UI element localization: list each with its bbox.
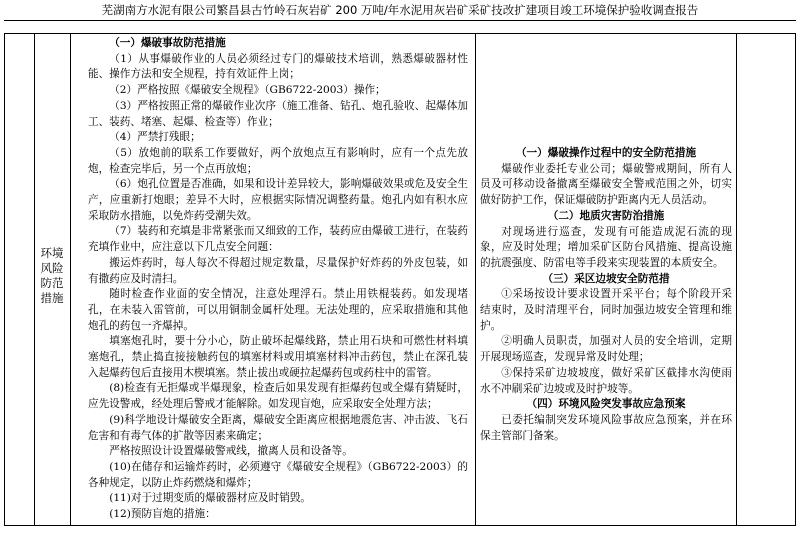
implemented-measures-text [480,146,732,444]
paragraph: 严格按照设计设置爆破警戒线，撤离人员和设备等。 [109,445,353,458]
paragraph: ①采场按设计要求设置开采平台；每个阶段开采结束时，及时清理平台，同时加强边坡安全管理和维护。 [480,288,732,332]
paragraph: (8)检查有无拒爆或半爆现象，检查后如果发现有拒爆药包或全爆有猜疑时，应先设警戒，经处理后警戒才能解除。如发现盲炮，应采取安全处理方法； [88,382,468,411]
paragraph: 对现场进行巡查，发现有可能造成泥石流的现象，应及时处理；增加采矿区防台风措施、提高设施的抗震强度、防雷电等手段来实现装置的本质安全。 [480,225,732,269]
paragraph: 爆破作业委托专业公司；爆破警戒期间，所有人员及可移动设备撤离至爆破安全警戒范围之外，切实做好防护工作，保证爆破防护距离内无人员活动。 [480,162,732,207]
paragraph: 填塞炮孔时，要十分小心，防止破坏起爆线路，禁止用石块和可燃性材料填塞炮孔，禁止捣直接接触药包的填塞材料或用填塞材料冲击药包，禁止在深孔装入起爆药包后直接用木楔填塞。禁止拔出或硬拉起爆药包或药柱中的雷管。 [88,335,468,379]
paragraph: ③保持采矿边坡坡度，做好采矿区截排水沟使雨水不冲刷采矿边坡或及时护坡等。 [480,366,732,395]
paragraph: (11)对于过期变质的爆破器材应及时销毁。 [109,492,312,505]
paragraph: 随时检查作业面的安全情况，注意处理浮石。禁止用铁棍装药。如发现堵孔，在未装入雷管前，可以用铜制金属杆处理。无法处理的，应采取措施和其他炮孔的药包一齐爆掉。 [88,288,468,332]
paragraph: （4）严禁打残眼； [109,131,201,144]
paragraph: （3）严格按照正常的爆破作业次序（施工准备、钻孔、炮孔验收、起爆体加工、装药、堵塞、起爆、检查等）作业； [88,99,468,128]
table-divider [475,33,476,526]
blasting-measures-text [88,36,468,523]
paragraph: （7）装药和充填是非常紧张而又细致的工作，装药应由爆破工进行，在装药充填作业中，应注意以下几点安全问题： [88,225,468,254]
section-heading: （四）环境风险突发事故应急预案 [526,398,686,411]
table-divider [70,33,71,526]
paragraph: 已委托编制突发环境风险事故应急预案，并在环保主管部门备案。 [480,413,732,442]
paragraph: (10)在储存和运输炸药时，必须遵守《爆破安全规程》（GB6722-2003）的各种规定，以防止炸药燃烧和爆炸； [88,460,468,489]
paragraph: （1）从事爆破作业的人员必须经过专门的爆破技术培训，熟悉爆破器材性能、操作方法和安全规程，持有效证件上岗； [88,52,468,81]
report-header: 芜湖南方水泥有限公司繁昌县古竹岭石灰岩矿 200 万吨/年水泥用灰岩矿采矿技改扩建项目竣工环境保护验收调查报告 [101,3,699,17]
section-heading: （二）地质灾害防治措施 [547,209,665,222]
table-divider [736,33,737,526]
paragraph: （6）炮孔位置是否准确，如果和设计差异较大，影响爆破效果或危及安全生产，应重新打炮眼；差异不大时，应根据实际情况调整药量。炮孔内如有积水应采取防水措施，以免炸药受潮失效。 [88,178,468,222]
paragraph: 搬运炸药时，每人每次不得超过规定数量，尽量保护好炸药的外皮包装，如有撒药应及时清扫。 [88,256,468,285]
paragraph: ②明确人员职责，加强对人员的安全培训，定期开展现场巡查，发现异常及时处理； [480,335,732,364]
paragraph: (9)科学地设计爆破安全距离，爆破安全距离应根据地震危害、冲击波、飞石危害和有毒气体的扩散等因素来确定； [88,413,468,442]
section-heading: （一）爆破事故防范措施 [109,37,226,49]
paragraph: （2）严格按照《爆破安全规程》（GB6722-2003）操作； [109,84,386,97]
header-rule [4,20,796,21]
category-cell: 环境 风险 防范 措施 [40,246,64,305]
paragraph: (12)预防盲炮的措施： [109,508,216,521]
paragraph: （5）放炮前的联系工作要做好，两个放炮点互有影响时，应有一个点先放炮，检查完毕后，另一个点再放炮； [88,146,468,175]
section-heading: （一）爆破操作过程中的安全防范措施 [515,147,697,159]
section-heading: （三）采区边坡安全防范措 [542,272,670,285]
